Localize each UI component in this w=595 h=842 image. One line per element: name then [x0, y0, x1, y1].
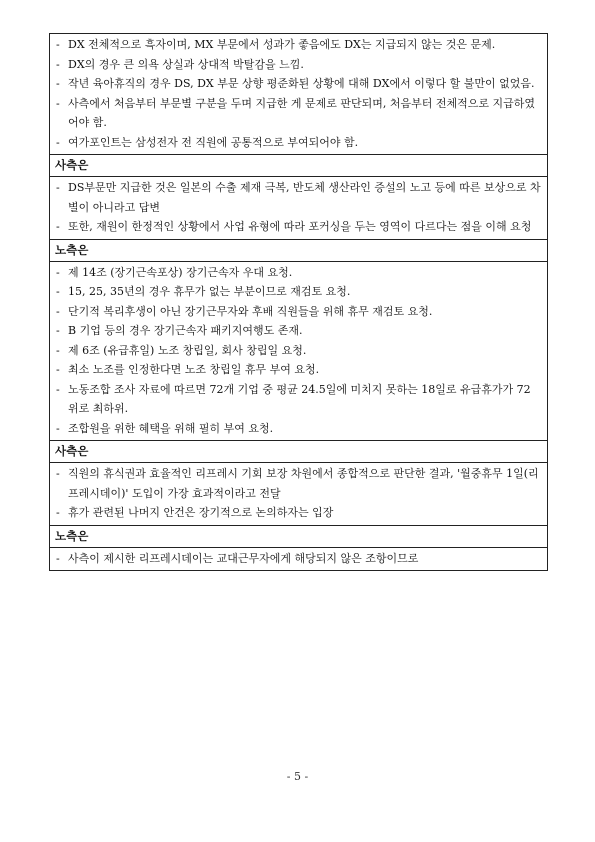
list-item — [56, 217, 541, 237]
item-text: 또한, 재원이 한정적인 상황에서 사업 유형에 따라 포커싱을 두는 영역이 다르다는 점을 이해 요청 — [68, 220, 532, 233]
item-text: 제 6조 (유급휴일) 노조 창립일, 회사 창립일 요청. — [68, 343, 307, 357]
bullet-dash: - — [56, 506, 60, 519]
bullet-dash: - — [56, 285, 60, 298]
bullet-dash: - — [56, 265, 60, 279]
list-item — [56, 74, 541, 94]
bullet-dash: - — [56, 304, 60, 318]
bullet-dash: - — [56, 220, 60, 233]
item-text: 여가포인트는 삼성전자 전 직원에 공통적으로 부여되어야 함. — [68, 135, 359, 149]
bullet-dash: - — [56, 135, 60, 149]
bullet-dash: - — [56, 467, 60, 480]
list-item — [56, 503, 541, 523]
item-text: 작년 육아휴직의 경우 DS, DX 부문 상향 평준화된 상황에 대해 DX에서 이렇다 할 불만이 없었음. — [68, 77, 535, 90]
item-text: 단기적 복리후생이 아닌 장기근무자와 후배 직원들을 위해 휴무 재검토 요청. — [68, 304, 433, 318]
list-item — [56, 321, 541, 341]
section-body — [50, 463, 547, 525]
item-text: 사측이 제시한 리프레시데이는 교대근무자에게 해당되지 않은 조항이므로 — [68, 551, 419, 565]
list-item — [56, 263, 541, 283]
list-item — [56, 419, 541, 439]
section — [50, 154, 547, 239]
list-item — [56, 133, 541, 153]
list-item — [56, 380, 541, 419]
section-body — [50, 262, 547, 441]
bullet-dash: - — [56, 96, 60, 110]
bullet-dash: - — [56, 38, 60, 51]
item-text: 직원의 휴식권과 효율적인 리프레시 기회 보장 차원에서 종합적으로 판단한 결과, '월중휴무 1일(리프레시데이)' 도입이 가장 효과적이라고 전달 — [68, 467, 539, 500]
item-text: DS부문만 지급한 것은 일본의 수출 제재 극복, 반도체 생산라인 증설의 노고 등에 따른 보상으로 차별이 아니라고 답변 — [68, 181, 541, 214]
bullet-dash: - — [56, 551, 60, 565]
item-text: 15, 25, 35년의 경우 휴무가 없는 부분이므로 재검토 요청. — [68, 285, 351, 298]
section-header: 사측은 — [50, 155, 547, 177]
item-text: 사측에서 처음부터 부문별 구분을 두며 지급한 게 문제로 판단되며, 처음부터 전체적으로 지급하였어야 함. — [68, 96, 535, 129]
section — [50, 239, 547, 441]
item-text: DX 전체적으로 흑자이며, MX 부문에서 성과가 좋음에도 DX는 지급되지 않는 것은 문제. — [68, 38, 496, 51]
bullet-dash: - — [56, 324, 60, 337]
section-body — [50, 34, 547, 154]
list-item — [56, 94, 541, 133]
section-header: 노측은 — [50, 526, 547, 548]
bullet-dash: - — [56, 363, 60, 376]
item-text: 제 14조 (장기근속포상) 장기근속자 우대 요청. — [68, 265, 293, 279]
list-item — [56, 35, 541, 55]
section-header: 노측은 — [50, 240, 547, 262]
document-table — [49, 33, 548, 571]
bullet-dash: - — [56, 421, 60, 435]
list-item — [56, 549, 541, 569]
item-text: 최소 노조를 인정한다면 노조 창립일 휴무 부여 요청. — [68, 363, 320, 376]
list-item — [56, 464, 541, 503]
section — [50, 440, 547, 525]
list-item — [56, 55, 541, 75]
bullet-dash: - — [56, 181, 60, 194]
list-item — [56, 282, 541, 302]
list-item — [56, 341, 541, 361]
item-text: 휴가 관련된 나머지 안건은 장기적으로 논의하자는 입장 — [68, 506, 334, 519]
section-body — [50, 177, 547, 239]
item-text: 조합원을 위한 혜택을 위해 필히 부여 요청. — [68, 421, 274, 435]
list-item — [56, 302, 541, 322]
page-number: - 5 - — [286, 770, 309, 783]
bullet-dash: - — [56, 343, 60, 357]
section — [50, 525, 547, 571]
item-text: DX의 경우 큰 의욕 상실과 상대적 박탈감을 느낌. — [68, 57, 304, 71]
section-body — [50, 548, 547, 571]
bullet-dash: - — [56, 57, 60, 71]
bullet-dash: - — [56, 382, 60, 396]
section — [50, 34, 547, 154]
item-text: 노동조합 조사 자료에 따르면 72개 기업 중 평균 24.5일에 미치지 못하는 18일로 유급휴가가 72위로 최하위. — [68, 382, 531, 415]
section-header: 사측은 — [50, 441, 547, 463]
list-item — [56, 178, 541, 217]
bullet-dash: - — [56, 77, 60, 90]
list-item — [56, 360, 541, 380]
item-text: B 기업 등의 경우 장기근속자 패키지여행도 존재. — [68, 324, 303, 337]
